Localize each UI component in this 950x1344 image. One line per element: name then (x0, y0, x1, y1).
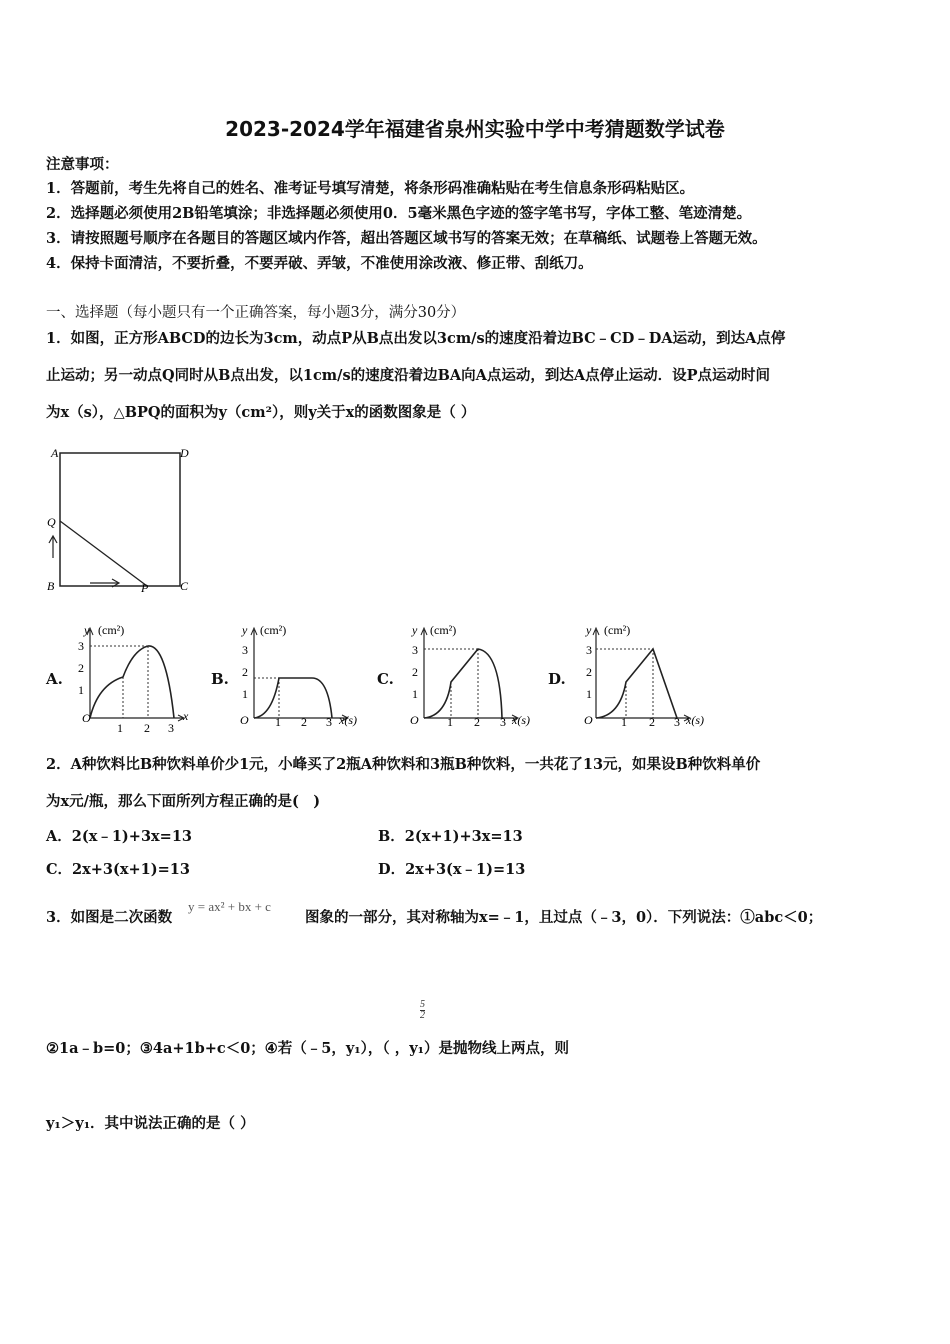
svg-text:1: 1 (242, 687, 248, 701)
q3-text: y₁＞y₁．其中说法正确的是（ ） (46, 1115, 255, 1132)
page-title: 2023-2024学年福建省泉州实验中学中考猜题数学试卷 (225, 117, 725, 141)
svg-text:1: 1 (621, 715, 627, 729)
vertex-label: D (180, 446, 189, 460)
quadratic-formula: y = ax² + bx + c (188, 899, 271, 914)
svg-text:1: 1 (447, 715, 453, 729)
svg-text:2: 2 (144, 721, 150, 732)
vertex-label: B (47, 579, 55, 593)
q3-text: 图象的一部分，其对称轴为x=﹣1，且过点（﹣3，0）．下列说法：①abc＜0； (305, 909, 823, 926)
graph-b (232, 620, 372, 732)
fraction: $\frac{5}{2}$ (420, 999, 425, 1021)
option-a-label: A. (46, 670, 63, 688)
note-item: 4．保持卡面清洁，不要折叠，不要弄破、弄皱，不准使用涂改液、修正带、刮纸刀。 (46, 255, 593, 272)
svg-text:(cm²): (cm²) (604, 623, 631, 637)
q1-text: 1．如图，正方形ABCD的边长为3cm，动点P从B点出发以3cm/s的速度沿着边BC﹣CD﹣DA运动，到达A点停 (46, 330, 786, 347)
q2-text: 为x元/瓶，那么下面所列方程正确的是( ) (46, 793, 321, 810)
vertex-label: A (51, 446, 59, 460)
svg-text:1: 1 (412, 687, 418, 701)
svg-text:(cm²): (cm²) (260, 623, 287, 637)
q1-text: 为x（s），△BPQ的面积为y（cm²），则y关于x的函数图象是（ ） (46, 404, 476, 421)
vertex-label: P (141, 581, 149, 595)
svg-text:y: y (242, 623, 248, 637)
svg-text:2: 2 (474, 715, 480, 729)
svg-text:3: 3 (412, 643, 418, 657)
svg-text:2: 2 (301, 715, 307, 729)
svg-text:3: 3 (500, 715, 506, 729)
graph-c (402, 620, 542, 732)
q2-text: 2．A种饮料比B种饮料单价少1元，小峰买了2瓶A种饮料和3瓶B种饮料，一共花了13元，如果设B种饮料单价 (46, 756, 761, 773)
q2-option-b: B．2(x+1)+3x=13 (378, 828, 523, 845)
svg-text:O: O (82, 711, 91, 725)
svg-text:(cm²): (cm²) (430, 623, 457, 637)
svg-text:1: 1 (117, 721, 123, 732)
svg-text:3: 3 (78, 639, 84, 653)
vertex-label: Q (47, 515, 56, 529)
svg-text:2: 2 (586, 665, 592, 679)
option-d-label: D. (548, 670, 566, 688)
option-c-label: C. (377, 670, 394, 688)
q2-option-d: D．2x+3(x﹣1)=13 (378, 861, 526, 878)
square-figure (40, 440, 200, 600)
notes-heading: 注意事项： (46, 156, 119, 173)
q1-text: 止运动；另一动点Q同时从B点出发，以1cm/s的速度沿着边BA向A点运动，到达A点停止运动．设P点运动时间 (46, 367, 771, 384)
svg-text:(cm²): (cm²) (98, 623, 125, 637)
svg-text:y: y (586, 623, 592, 637)
svg-text:3: 3 (586, 643, 592, 657)
svg-text:1: 1 (275, 715, 281, 729)
svg-text:x(s): x(s) (512, 713, 530, 727)
graph-d (574, 620, 724, 732)
graph-a (68, 620, 198, 732)
svg-text:2: 2 (412, 665, 418, 679)
vertex-label: C (180, 579, 189, 593)
svg-text:x(s): x(s) (686, 713, 704, 727)
svg-text:y: y (84, 623, 90, 637)
svg-text:1: 1 (586, 687, 592, 701)
option-b-label: B. (211, 670, 229, 688)
svg-text:y: y (412, 623, 418, 637)
q3-text: ②1a﹣b=0；③4a+1b+c＜0；④若（﹣5，y₁），（ ，y₁）是抛物线上两点，则 (46, 1040, 569, 1057)
svg-text:3: 3 (168, 721, 174, 732)
note-item: 3．请按照题号顺序在各题目的答题区域内作答，超出答题区域书写的答案无效；在草稿纸、试题卷上答题无效。 (46, 230, 767, 247)
svg-text:O: O (410, 713, 419, 727)
note-item: 1．答题前，考生先将自己的姓名、准考证号填写清楚，将条形码准确粘贴在考生信息条形码粘贴区。 (46, 180, 695, 197)
q2-option-a: A．2(x﹣1)+3x=13 (46, 828, 193, 845)
svg-text:O: O (240, 713, 249, 727)
svg-text:3: 3 (242, 643, 248, 657)
svg-text:3: 3 (674, 715, 680, 729)
svg-text:2: 2 (78, 661, 84, 675)
svg-text:1: 1 (78, 683, 84, 697)
q3-text: 3．如图是二次函数 (46, 909, 173, 926)
svg-text:2: 2 (242, 665, 248, 679)
note-item: 2．选择题必须使用2B铅笔填涂；非选择题必须使用0．5毫米黑色字迹的签字笔书写，字体工整、笔迹清楚。 (46, 205, 752, 222)
q2-option-c: C．2x+3(x+1)=13 (46, 861, 190, 878)
svg-text:x: x (183, 709, 189, 723)
section-heading: 一、选择题（每小题只有一个正确答案，每小题3分，满分30分） (46, 305, 466, 321)
svg-text:x(s): x(s) (339, 713, 357, 727)
svg-text:O: O (584, 713, 593, 727)
svg-text:2: 2 (649, 715, 655, 729)
svg-text:3: 3 (326, 715, 332, 729)
